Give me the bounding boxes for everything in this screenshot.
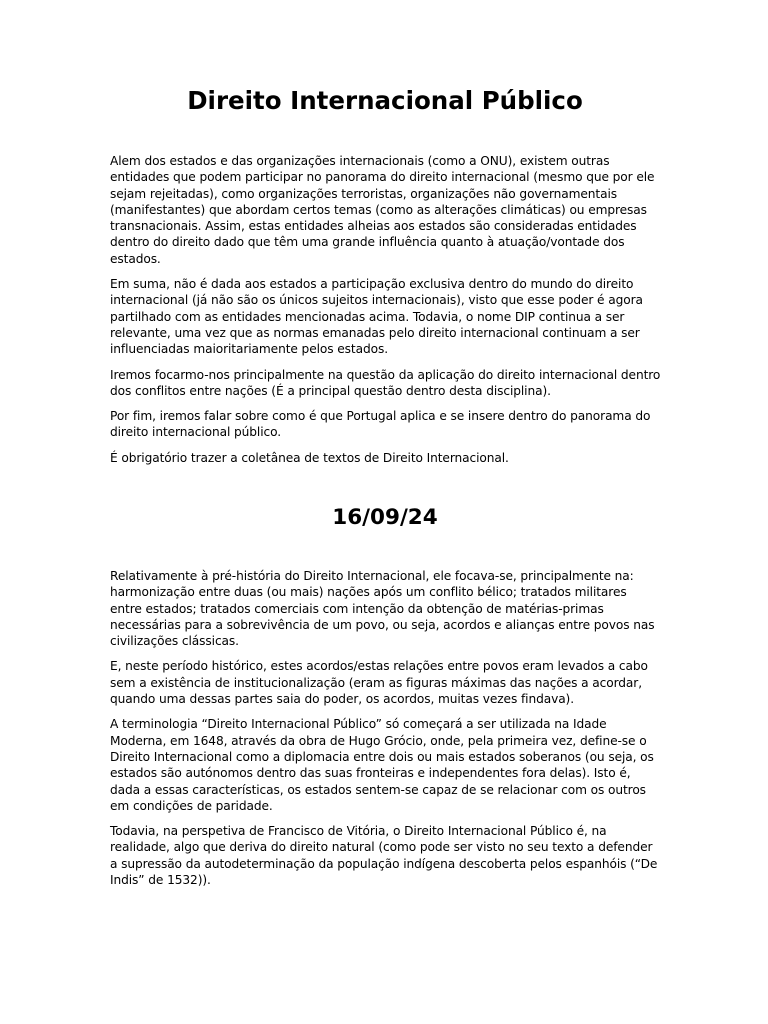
paragraph: Em suma, não é dada aos estados a participação exclusiva dentro do mundo do direito internacional (já não são os únicos sujeitos internacionais), visto que esse poder é agora partilhado com as entidades mencionadas acima. Todavia, o nome DIP continua a ser relevante, uma vez que as normas emanadas pelo direito internacional continuam a ser influenciadas maioritariamente pelos estados. — [110, 277, 643, 357]
intro-section — [110, 153, 662, 475]
page-title: Direito Internacional Público — [187, 86, 583, 115]
paragraph: Todavia, na perspetiva de Francisco de Vitória, o Direito Internacional Público é, na realidade, algo que deriva do direito natural (como pode ser visto no seu texto a defender a supressão da autodeterminação da população indígena descoberta pelos espanhóis (“De Indis” de 1532)). — [110, 824, 658, 888]
paragraph: A terminologia “Direito Internacional Público” só começará a ser utilizada na Idade Moderna, em 1648, através da obra de Hugo Grócio, onde, pela primeira vez, define-se o Direito Internacional como a diplomacia entre dois ou mais estados soberanos (ou seja, os estados são autónomos dentro das suas fronteiras e independentes fora delas). Isto é, dada a essas características, os estados sentem-se capaz de se relacionar com os outros em condições de paridade. — [110, 717, 654, 813]
paragraph: Alem dos estados e das organizações internacionais (como a ONU), existem outras entidades que podem participar no panorama do direito internacional (mesmo que por ele sejam rejeitadas), como organizações terroristas, organizações não governamentais (manifestantes) que abordam certos temas (como as alterações climáticas) ou empresas transnacionais. Assim, estas entidades alheias aos estados são consideradas entidades dentro do direito dado que têm uma grande influência quanto à atuação/vontade dos estados. — [110, 154, 655, 266]
paragraph: É obrigatório trazer a coletânea de textos de Direito Internacional. — [110, 450, 509, 465]
date-section — [110, 568, 662, 897]
paragraph: Relativamente à pré-história do Direito Internacional, ele focava-se, principalmente na: harmonização entre duas (ou mais) nações após um conflito bélico; tratados militares entre estados; tratados comerciais com intenção da obtenção de matérias-primas necessárias para a sobrevivência de um povo, ou seja, acordos e alianças entre povos nas civilizações clássicas. — [110, 569, 655, 649]
paragraph: E, neste período histórico, estes acordos/estas relações entre povos eram levados a cabo sem a existência de institucionalização (eram as figuras máximas das nações a acordar, quando uma dessas partes saia do poder, os acordos, muitas vezes findava). — [110, 659, 648, 707]
date-heading: 16/09/24 — [332, 505, 438, 530]
paragraph: Iremos focarmo-nos principalmente na questão da aplicação do direito internacional dentro dos conflitos entre nações (É a principal questão dentro desta disciplina). — [110, 367, 661, 398]
paragraph: Por fim, iremos falar sobre como é que Portugal aplica e se insere dentro do panorama do direito internacional público. — [110, 409, 651, 440]
